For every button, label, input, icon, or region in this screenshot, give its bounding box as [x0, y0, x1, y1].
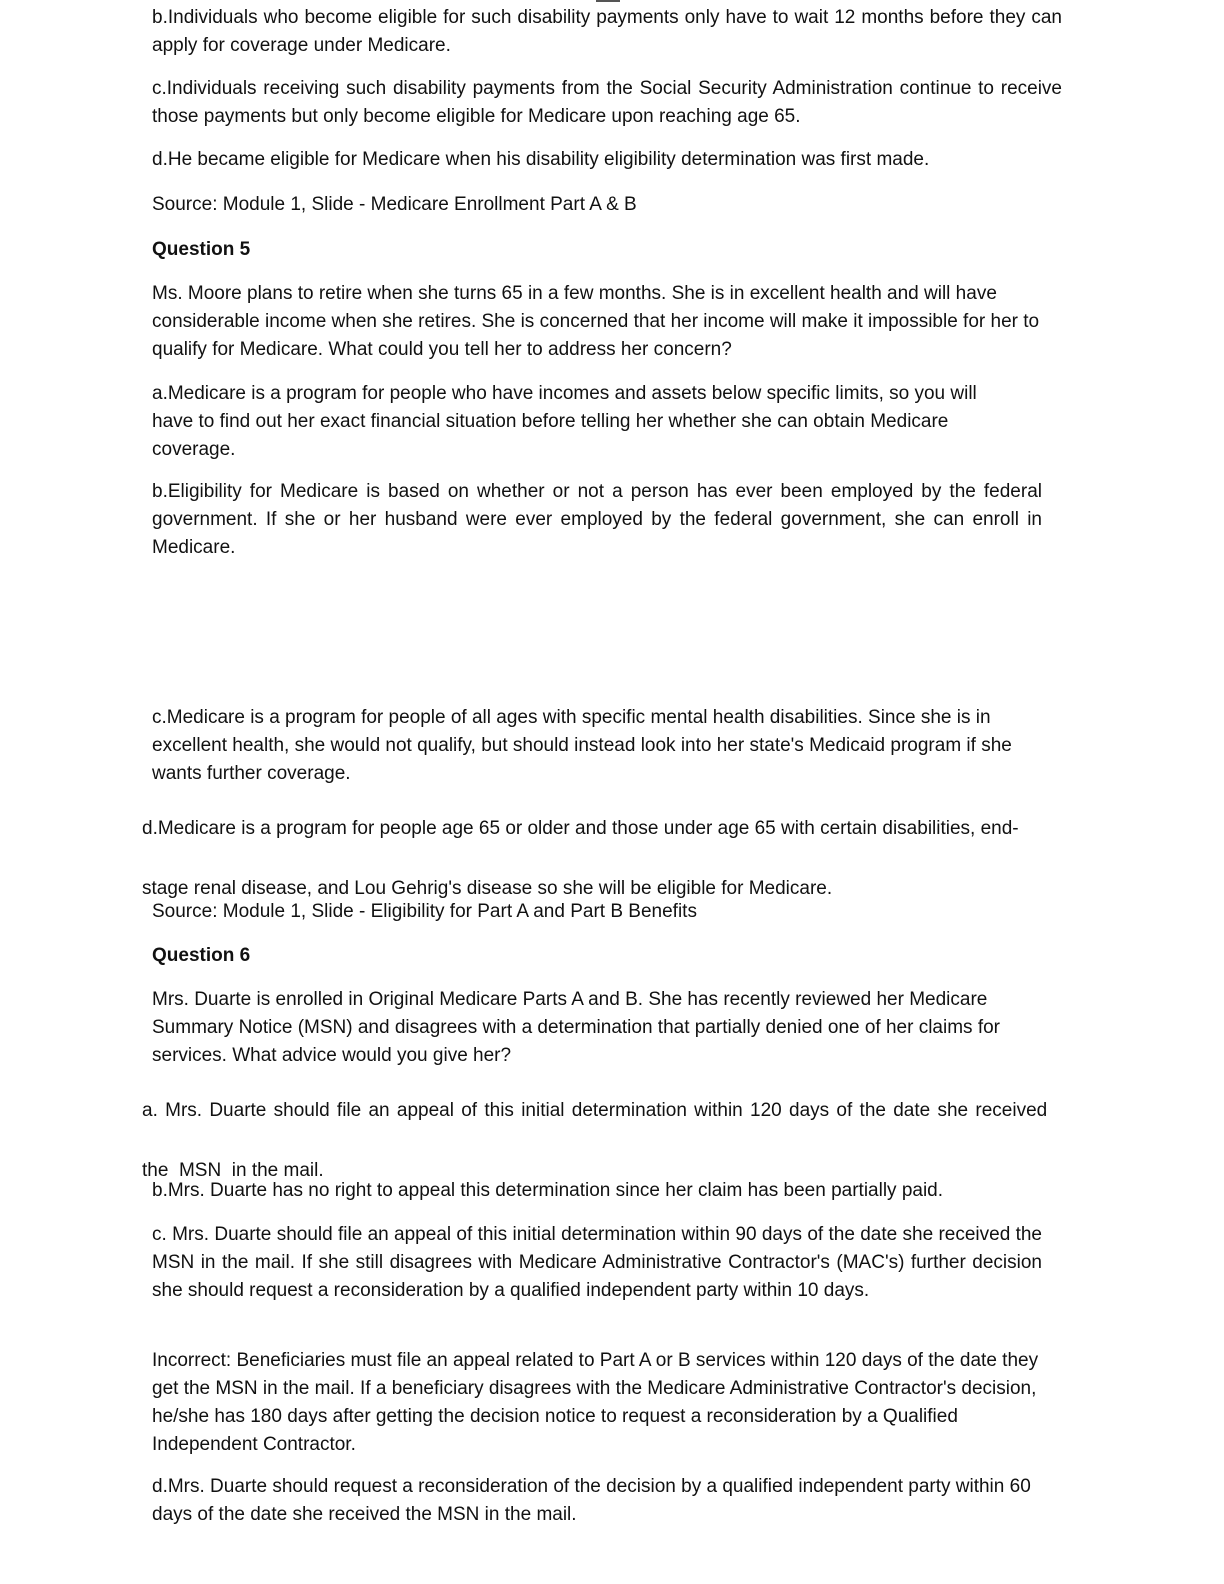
q4-option-d: d.He became eligible for Medicare when his disability eligibility determination was first made. — [152, 149, 930, 170]
q4-option-b: b.Individuals who become eligible for such disability payments only have to wait 12 months before they can apply for coverage under Medicare. — [152, 7, 1062, 56]
q6-option-b: b.Mrs. Duarte has no right to appeal this determination since her claim has been partially paid. — [152, 1180, 944, 1201]
q6-option-d: d.Mrs. Duarte should request a reconsideration of the decision by a qualified independent party within 60 days of the date she received the MSN in the mail. — [152, 1476, 1031, 1525]
q5-option-a: a.Medicare is a program for people who have incomes and assets below specific limits, so you will have to find out her exact financial situation before telling her whether she can obtain Medicare coverage. — [152, 383, 977, 460]
q5-heading: Question 5 — [152, 239, 251, 260]
q6-option-a-line2: the MSN in the mail. — [142, 1160, 324, 1181]
q4-option-c: c.Individuals receiving such disability payments from the Social Security Administration continue to receive those payments but only become eligible for Medicare upon reaching age 65. — [152, 78, 1062, 127]
page-top-mark — [596, 0, 620, 2]
q5-option-b: b.Eligibility for Medicare is based on whether or not a person has ever been employed by the federal government. If she or her husband were ever employed by the federal government, she can enroll in Medicare. — [152, 481, 1042, 558]
q6-option-a-line1: a. Mrs. Duarte should file an appeal of this initial determination within 120 days of the date she received — [142, 1100, 1048, 1121]
q5-prompt: Ms. Moore plans to retire when she turns 65 in a few months. She is in excellent health and will have considerable income when she retires. She is concerned that her income will make it impossible for her to qualify for Medicare. What could you tell her to address her concern? — [152, 283, 1040, 360]
q5-option-c: c.Medicare is a program for people of all ages with specific mental health disabilities. Since she is in excellent health, she would not qualify, but should instead look into her state's Medicaid program if she wants further coverage. — [152, 707, 1012, 784]
q4-source: Source: Module 1, Slide - Medicare Enrollment Part A & B — [152, 194, 637, 215]
q6-option-c: c. Mrs. Duarte should file an appeal of this initial determination within 90 days of the date she received the MSN in the mail. If she still disagrees with Medicare Administrative Contractor's (MAC's) further decision she should request a reconsideration by a qualified independent party within 10 days. — [152, 1224, 1042, 1301]
q5-source: Source: Module 1, Slide - Eligibility for Part A and Part B Benefits — [152, 901, 697, 922]
q6-prompt: Mrs. Duarte is enrolled in Original Medicare Parts A and B. She has recently reviewed her Medicare Summary Notice (MSN) and disagrees with a determination that partially denied one of her claims for services. What advice would you give her? — [152, 989, 1000, 1066]
q5-option-d-line2: stage renal disease, and Lou Gehrig's disease so she will be eligible for Medicare. — [142, 878, 833, 899]
q5-option-d-line1: d.Medicare is a program for people age 65 or older and those under age 65 with certain disabilities, end- — [142, 818, 1019, 839]
q6-heading: Question 6 — [152, 945, 251, 966]
q6-feedback: Incorrect: Beneficiaries must file an appeal related to Part A or B services within 120 days of the date they get the MSN in the mail. If a beneficiary disagrees with the Medicare Administrative Contractor's decision, he/she has 180 days after getting the decision notice to request a reconsideration by a Qualified Independent Contractor. — [152, 1350, 1039, 1455]
